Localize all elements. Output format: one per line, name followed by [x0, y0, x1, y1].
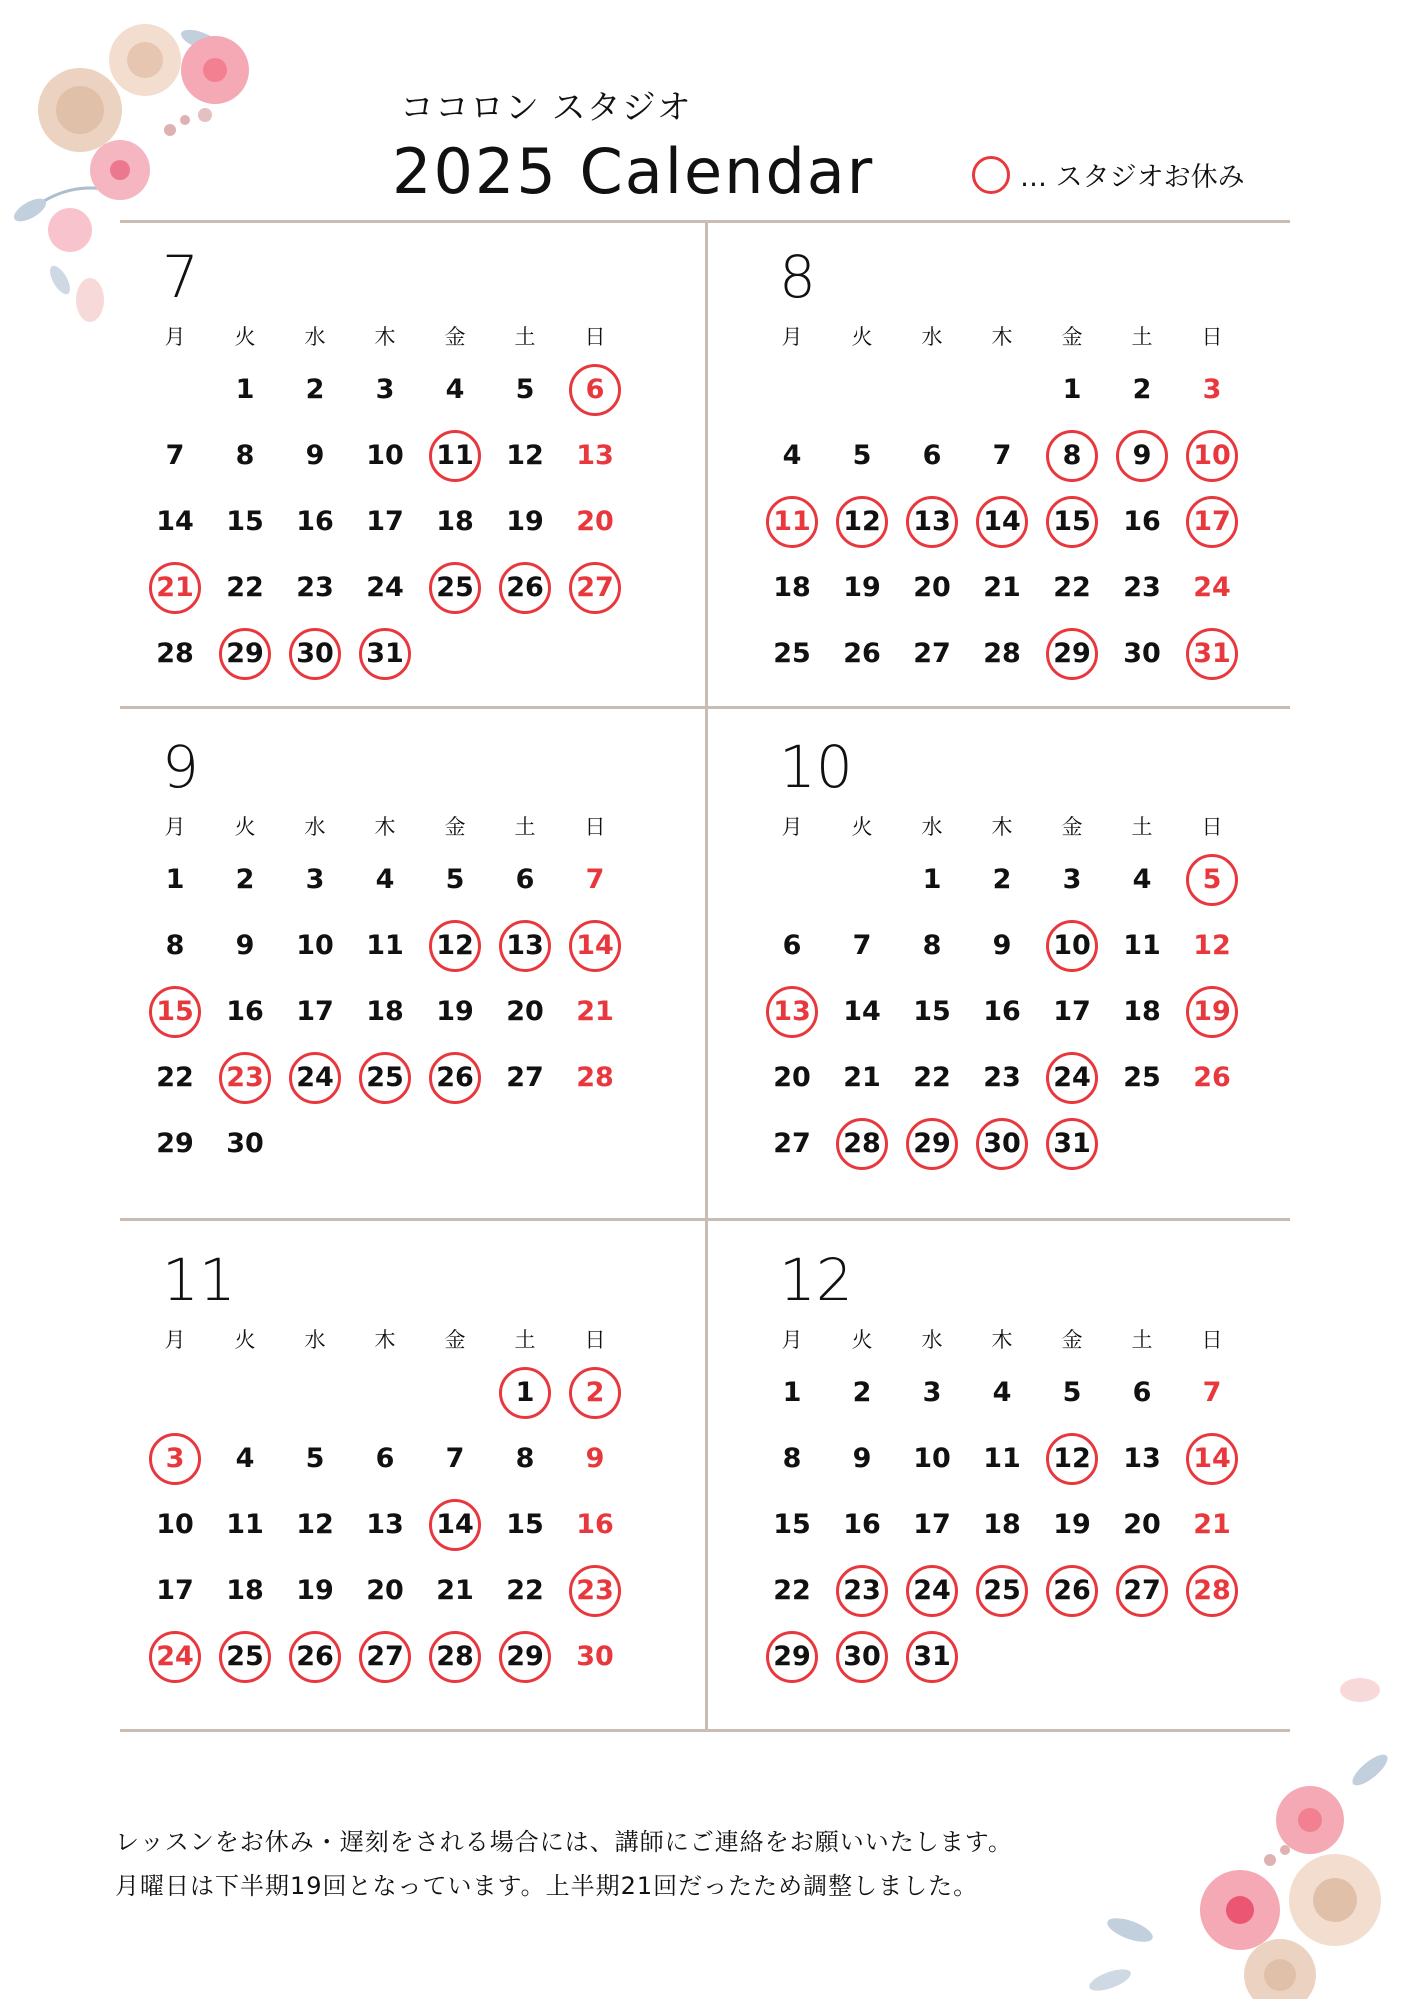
days-grid	[140, 1360, 700, 1690]
day-cell: 23	[983, 1062, 1021, 1093]
day-cell: 18	[773, 572, 811, 603]
day-cell: 23	[296, 572, 334, 603]
day-cell: 4	[445, 374, 465, 405]
weekday-label: 金	[1061, 325, 1083, 349]
day-cell: 19	[843, 572, 881, 603]
month-calendar-august	[757, 245, 1317, 705]
weekday-label: 火	[851, 325, 873, 349]
day-cell: 5	[305, 1443, 325, 1474]
day-cell: 17	[296, 996, 334, 1027]
day-cell-closed: 31	[350, 621, 420, 687]
weekday-label: 土	[514, 325, 536, 349]
day-cell-closed: 11	[420, 423, 490, 489]
day-cell: 19	[436, 996, 474, 1027]
weekday-label: 土	[514, 815, 536, 839]
page-title: 2025 Calendar	[392, 135, 875, 208]
weekday-label: 月	[781, 1328, 803, 1352]
day-cell: 17	[913, 1509, 951, 1540]
month-number: 11	[162, 1246, 236, 1314]
day-cell: 5	[515, 374, 535, 405]
weekday-label: 月	[164, 815, 186, 839]
day-cell-closed: 12	[420, 913, 490, 979]
day-cell: 6	[922, 440, 942, 471]
weekday-label: 水	[921, 1328, 943, 1352]
day-cell: 30	[1123, 638, 1161, 669]
day-cell-closed: 26	[280, 1624, 350, 1690]
weekday-header	[757, 317, 1317, 357]
day-cell: 12	[1193, 930, 1231, 961]
day-cell: 20	[773, 1062, 811, 1093]
day-cell: 5	[852, 440, 872, 471]
weekday-label: 日	[584, 815, 606, 839]
month-number: 8	[779, 243, 816, 311]
day-cell: 2	[852, 1377, 872, 1408]
empty-cell	[140, 357, 210, 423]
day-cell: 27	[773, 1128, 811, 1159]
day-cell: 8	[165, 930, 185, 961]
day-cell-closed: 13	[490, 913, 560, 979]
month-number: 7	[162, 243, 199, 311]
weekday-label: 火	[851, 1328, 873, 1352]
day-cell-closed: 30	[280, 621, 350, 687]
day-cell: 6	[782, 930, 802, 961]
day-cell: 28	[983, 638, 1021, 669]
day-cell: 15	[913, 996, 951, 1027]
day-cell: 7	[852, 930, 872, 961]
day-cell: 20	[366, 1575, 404, 1606]
day-cell: 21	[983, 572, 1021, 603]
weekday-label: 月	[164, 1328, 186, 1352]
studio-name: ココロン スタジオ	[400, 88, 692, 128]
divider	[705, 708, 708, 1218]
days-grid	[757, 847, 1317, 1177]
weekday-label: 土	[1131, 1328, 1153, 1352]
weekday-label: 木	[991, 1328, 1013, 1352]
day-cell: 28	[576, 1062, 614, 1093]
empty-cell	[140, 1360, 210, 1426]
day-cell: 17	[1053, 996, 1091, 1027]
day-cell-closed: 25	[420, 555, 490, 621]
day-cell: 2	[992, 864, 1012, 895]
day-cell: 5	[1062, 1377, 1082, 1408]
month-calendar-december	[757, 1248, 1317, 1708]
weekday-label: 土	[1131, 815, 1153, 839]
empty-cell	[827, 847, 897, 913]
days-grid	[757, 1360, 1317, 1690]
day-cell: 3	[1202, 374, 1222, 405]
day-cell-closed: 15	[140, 979, 210, 1045]
day-cell: 30	[226, 1128, 264, 1159]
day-cell-closed: 21	[140, 555, 210, 621]
day-cell: 20	[576, 506, 614, 537]
day-cell: 14	[156, 506, 194, 537]
day-cell: 7	[585, 864, 605, 895]
weekday-label: 日	[584, 1328, 606, 1352]
empty-cell	[280, 1360, 350, 1426]
day-cell: 27	[506, 1062, 544, 1093]
weekday-label: 月	[164, 325, 186, 349]
day-cell: 21	[576, 996, 614, 1027]
day-cell-closed: 24	[897, 1558, 967, 1624]
weekday-header	[140, 317, 700, 357]
day-cell: 19	[296, 1575, 334, 1606]
weekday-label: 火	[234, 325, 256, 349]
day-cell: 2	[305, 374, 325, 405]
day-cell-closed: 28	[827, 1111, 897, 1177]
day-cell-closed: 24	[1037, 1045, 1107, 1111]
weekday-label: 金	[1061, 1328, 1083, 1352]
day-cell-closed: 11	[757, 489, 827, 555]
weekday-label: 木	[991, 815, 1013, 839]
day-cell: 14	[843, 996, 881, 1027]
month-calendar-july	[140, 245, 700, 705]
weekday-label: 日	[1201, 815, 1223, 839]
notes	[115, 1820, 1013, 1908]
empty-cell	[897, 357, 967, 423]
day-cell: 1	[782, 1377, 802, 1408]
day-cell: 3	[1062, 864, 1082, 895]
divider	[705, 1220, 708, 1729]
day-cell: 8	[235, 440, 255, 471]
day-cell: 9	[235, 930, 255, 961]
day-cell: 22	[913, 1062, 951, 1093]
day-cell: 16	[296, 506, 334, 537]
day-cell-closed: 31	[1037, 1111, 1107, 1177]
day-cell-closed: 25	[967, 1558, 1037, 1624]
empty-cell	[967, 357, 1037, 423]
day-cell-closed: 29	[757, 1624, 827, 1690]
day-cell: 15	[226, 506, 264, 537]
day-cell-closed: 9	[1107, 423, 1177, 489]
day-cell: 4	[375, 864, 395, 895]
weekday-label: 金	[444, 325, 466, 349]
day-cell-closed: 23	[210, 1045, 280, 1111]
weekday-label: 火	[851, 815, 873, 839]
day-cell: 21	[1193, 1509, 1231, 1540]
day-cell: 2	[1132, 374, 1152, 405]
day-cell: 7	[1202, 1377, 1222, 1408]
day-cell-closed: 29	[210, 621, 280, 687]
legend	[972, 155, 1245, 194]
day-cell: 9	[305, 440, 325, 471]
day-cell: 23	[1123, 572, 1161, 603]
day-cell: 15	[773, 1509, 811, 1540]
day-cell-closed: 24	[280, 1045, 350, 1111]
day-cell-closed: 14	[560, 913, 630, 979]
day-cell: 8	[782, 1443, 802, 1474]
empty-cell	[210, 1360, 280, 1426]
day-cell: 16	[843, 1509, 881, 1540]
day-cell: 4	[782, 440, 802, 471]
day-cell-closed: 24	[140, 1624, 210, 1690]
day-cell: 11	[226, 1509, 264, 1540]
day-cell-closed: 14	[420, 1492, 490, 1558]
day-cell: 15	[506, 1509, 544, 1540]
divider	[120, 1729, 1290, 1732]
day-cell: 26	[843, 638, 881, 669]
day-cell: 20	[1123, 1509, 1161, 1540]
weekday-header	[140, 1320, 700, 1360]
weekday-label: 木	[374, 325, 396, 349]
day-cell-closed: 27	[560, 555, 630, 621]
day-cell: 16	[983, 996, 1021, 1027]
day-cell: 11	[1123, 930, 1161, 961]
weekday-header	[757, 807, 1317, 847]
weekday-label: 月	[781, 325, 803, 349]
day-cell: 9	[585, 1443, 605, 1474]
day-cell: 18	[366, 996, 404, 1027]
day-cell: 17	[366, 506, 404, 537]
weekday-label: 土	[514, 1328, 536, 1352]
day-cell: 19	[1053, 1509, 1091, 1540]
empty-cell	[757, 357, 827, 423]
weekday-label: 火	[234, 1328, 256, 1352]
day-cell: 29	[156, 1128, 194, 1159]
day-cell-closed: 15	[1037, 489, 1107, 555]
month-number: 9	[162, 733, 199, 801]
day-cell-closed: 12	[1037, 1426, 1107, 1492]
weekday-label: 水	[921, 325, 943, 349]
day-cell: 16	[1123, 506, 1161, 537]
day-cell-closed: 6	[560, 357, 630, 423]
days-grid	[757, 357, 1317, 687]
day-cell: 28	[156, 638, 194, 669]
days-grid	[140, 357, 700, 687]
weekday-label: 日	[1201, 325, 1223, 349]
day-cell-closed: 17	[1177, 489, 1247, 555]
day-cell-closed: 10	[1177, 423, 1247, 489]
month-calendar-november	[140, 1248, 700, 1708]
day-cell: 9	[992, 930, 1012, 961]
weekday-label: 木	[374, 815, 396, 839]
day-cell: 11	[983, 1443, 1021, 1474]
closed-day-circle-icon	[972, 156, 1010, 194]
weekday-label: 金	[444, 1328, 466, 1352]
day-cell: 13	[576, 440, 614, 471]
empty-cell	[827, 357, 897, 423]
empty-cell	[420, 1360, 490, 1426]
weekday-label: 日	[584, 325, 606, 349]
day-cell: 6	[375, 1443, 395, 1474]
day-cell-closed: 14	[967, 489, 1037, 555]
day-cell: 4	[1132, 864, 1152, 895]
day-cell: 26	[1193, 1062, 1231, 1093]
day-cell-closed: 28	[1177, 1558, 1247, 1624]
empty-cell	[350, 1360, 420, 1426]
day-cell: 4	[992, 1377, 1012, 1408]
day-cell-closed: 30	[827, 1624, 897, 1690]
day-cell: 13	[1123, 1443, 1161, 1474]
empty-cell	[757, 847, 827, 913]
day-cell-closed: 8	[1037, 423, 1107, 489]
day-cell-closed: 31	[1177, 621, 1247, 687]
day-cell-closed: 23	[827, 1558, 897, 1624]
note-line: 月曜日は下半期19回となっています。上半期21回だったため調整しました。	[115, 1872, 979, 1900]
weekday-label: 水	[921, 815, 943, 839]
day-cell-closed: 14	[1177, 1426, 1247, 1492]
days-grid	[140, 847, 700, 1177]
day-cell: 17	[156, 1575, 194, 1606]
day-cell-closed: 29	[1037, 621, 1107, 687]
day-cell: 10	[156, 1509, 194, 1540]
day-cell: 18	[1123, 996, 1161, 1027]
day-cell: 20	[913, 572, 951, 603]
day-cell: 2	[235, 864, 255, 895]
weekday-label: 土	[1131, 325, 1153, 349]
weekday-label: 月	[781, 815, 803, 839]
day-cell: 7	[165, 440, 185, 471]
day-cell: 5	[445, 864, 465, 895]
day-cell-closed: 27	[1107, 1558, 1177, 1624]
day-cell: 10	[296, 930, 334, 961]
day-cell: 4	[235, 1443, 255, 1474]
day-cell: 3	[922, 1377, 942, 1408]
day-cell: 1	[1062, 374, 1082, 405]
day-cell-closed: 25	[350, 1045, 420, 1111]
day-cell-closed: 13	[757, 979, 827, 1045]
day-cell: 1	[235, 374, 255, 405]
month-calendar-october	[757, 735, 1317, 1195]
divider	[705, 222, 708, 706]
day-cell: 3	[375, 374, 395, 405]
weekday-header	[757, 1320, 1317, 1360]
day-cell: 10	[366, 440, 404, 471]
weekday-label: 水	[304, 325, 326, 349]
day-cell: 22	[506, 1575, 544, 1606]
day-cell-closed: 13	[897, 489, 967, 555]
day-cell: 24	[366, 572, 404, 603]
day-cell: 25	[1123, 1062, 1161, 1093]
day-cell: 16	[576, 1509, 614, 1540]
weekday-label: 金	[1061, 815, 1083, 839]
day-cell-closed: 29	[897, 1111, 967, 1177]
day-cell: 22	[156, 1062, 194, 1093]
weekday-label: 水	[304, 815, 326, 839]
weekday-label: 木	[991, 325, 1013, 349]
day-cell-closed: 25	[210, 1624, 280, 1690]
day-cell: 6	[1132, 1377, 1152, 1408]
day-cell: 1	[165, 864, 185, 895]
day-cell-closed: 28	[420, 1624, 490, 1690]
day-cell: 30	[576, 1641, 614, 1672]
day-cell: 12	[296, 1509, 334, 1540]
day-cell: 25	[773, 638, 811, 669]
day-cell-closed: 2	[560, 1360, 630, 1426]
day-cell: 7	[445, 1443, 465, 1474]
day-cell-closed: 10	[1037, 913, 1107, 979]
day-cell: 27	[913, 638, 951, 669]
day-cell-closed: 26	[490, 555, 560, 621]
day-cell: 16	[226, 996, 264, 1027]
month-number: 12	[779, 1246, 853, 1314]
day-cell-closed: 5	[1177, 847, 1247, 913]
day-cell: 7	[992, 440, 1012, 471]
month-calendar-september	[140, 735, 700, 1195]
month-number: 10	[779, 733, 853, 801]
day-cell: 21	[436, 1575, 474, 1606]
day-cell: 22	[226, 572, 264, 603]
weekday-label: 火	[234, 815, 256, 839]
day-cell-closed: 31	[897, 1624, 967, 1690]
day-cell: 20	[506, 996, 544, 1027]
day-cell: 1	[922, 864, 942, 895]
note-line: レッスンをお休み・遅刻をされる場合には、講師にご連絡をお願いいたします。	[115, 1828, 1013, 1856]
day-cell: 24	[1193, 572, 1231, 603]
weekday-label: 日	[1201, 1328, 1223, 1352]
weekday-label: 水	[304, 1328, 326, 1352]
day-cell-closed: 29	[490, 1624, 560, 1690]
day-cell-closed: 30	[967, 1111, 1037, 1177]
day-cell: 18	[226, 1575, 264, 1606]
day-cell: 22	[773, 1575, 811, 1606]
day-cell: 11	[366, 930, 404, 961]
weekday-label: 木	[374, 1328, 396, 1352]
weekday-label: 金	[444, 815, 466, 839]
day-cell: 8	[515, 1443, 535, 1474]
day-cell: 18	[983, 1509, 1021, 1540]
legend-label: … スタジオお休み	[1020, 162, 1245, 193]
day-cell-closed: 1	[490, 1360, 560, 1426]
day-cell: 6	[515, 864, 535, 895]
day-cell: 9	[852, 1443, 872, 1474]
day-cell-closed: 26	[420, 1045, 490, 1111]
day-cell-closed: 23	[560, 1558, 630, 1624]
day-cell: 19	[506, 506, 544, 537]
day-cell-closed: 12	[827, 489, 897, 555]
weekday-header	[140, 807, 700, 847]
day-cell: 8	[922, 930, 942, 961]
day-cell-closed: 3	[140, 1426, 210, 1492]
day-cell: 3	[305, 864, 325, 895]
day-cell: 18	[436, 506, 474, 537]
day-cell: 13	[366, 1509, 404, 1540]
day-cell-closed: 19	[1177, 979, 1247, 1045]
day-cell: 21	[843, 1062, 881, 1093]
day-cell: 10	[913, 1443, 951, 1474]
day-cell: 22	[1053, 572, 1091, 603]
day-cell: 12	[506, 440, 544, 471]
day-cell-closed: 26	[1037, 1558, 1107, 1624]
day-cell-closed: 27	[350, 1624, 420, 1690]
